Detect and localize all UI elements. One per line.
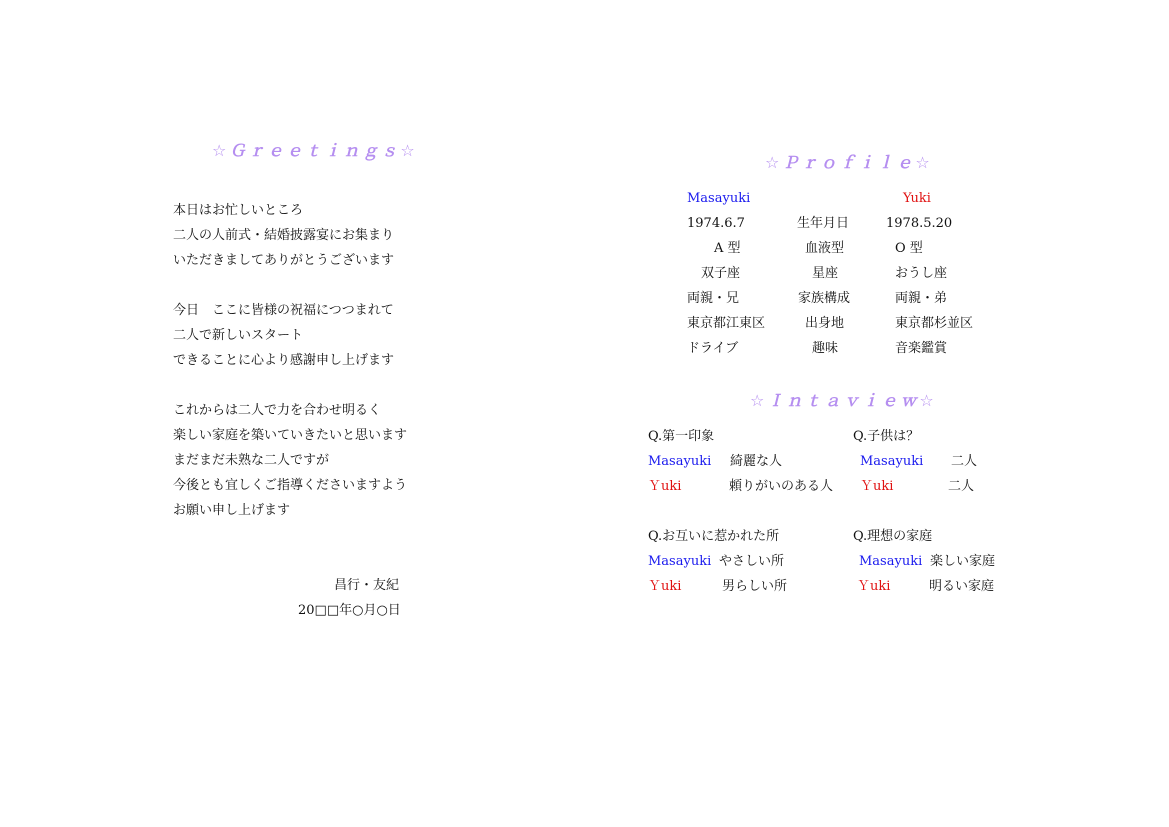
interview-groom-name: Masayuki — [859, 554, 923, 569]
profile-heading: ☆Ｐｒｏｆｉｌｅ☆ — [765, 153, 933, 172]
profile-row-label: 血液型 — [805, 241, 845, 256]
greeting-line: いただきましてありがとうございます — [173, 253, 395, 268]
profile-groom-name: Masayuki — [687, 191, 751, 206]
profile-row-label: 趣味 — [812, 341, 839, 356]
profile-row-label: 星座 — [812, 266, 839, 281]
profile-groom-value: ドライブ — [687, 341, 739, 356]
profile-row-label: 生年月日 — [797, 216, 850, 231]
interview-bride-answer: 二人 — [948, 479, 975, 494]
greeting-line: 楽しい家庭を築いていきたいと思います — [173, 428, 408, 443]
profile-groom-value: 東京都江東区 — [687, 316, 766, 331]
greetings-heading: ☆Ｇｒｅｅｔｉｎｇｓ☆ — [212, 141, 418, 160]
interview-groom-answer: やさしい所 — [719, 554, 785, 569]
interview-groom-answer: 綺麗な人 — [730, 454, 783, 469]
interview-question: Q.子供は？ — [853, 429, 920, 444]
profile-bride-value: 両親・弟 — [895, 291, 948, 306]
interview-bride-name: Ｙuki — [857, 579, 891, 594]
greeting-line: 今日 ここに皆様の祝福につつまれて — [173, 303, 394, 318]
interview-groom-answer: 二人 — [951, 454, 978, 469]
greeting-line: まだまだ未熟な二人ですが — [173, 453, 330, 468]
interview-bride-answer: 頼りがいのある人 — [729, 479, 834, 494]
interview-question: Q.お互いに惹かれた所 — [648, 529, 780, 544]
greeting-line: 二人で新しいスタート — [173, 328, 304, 343]
date: 20□□年○月○日 — [298, 603, 401, 618]
interview-bride-name: Ｙuki — [648, 579, 682, 594]
greeting-line: 二人の人前式・結婚披露宴にお集まり — [173, 228, 395, 243]
profile-bride-value: 1978.5.20 — [886, 216, 953, 231]
profile-bride-value: おうし座 — [895, 266, 948, 281]
interview-groom-answer: 楽しい家庭 — [930, 554, 996, 569]
interview-groom-name: Masayuki — [648, 554, 712, 569]
interview-question: Q.第一印象 — [648, 429, 715, 444]
signature: 昌行・友紀 — [334, 578, 400, 593]
interview-question: Q.理想の家庭 — [853, 529, 933, 544]
profile-bride-value: 音楽鑑賞 — [895, 341, 948, 356]
interview-groom-name: Masayuki — [860, 454, 924, 469]
greeting-line: 今後とも宜しくご指導くださいますよう — [173, 478, 408, 493]
greeting-line: これからは二人で力を合わせ明るく — [173, 403, 382, 418]
profile-groom-value: A 型 — [714, 241, 741, 256]
greeting-line: できることに心より感謝申し上げます — [173, 353, 395, 368]
greeting-line: お願い申し上げます — [173, 503, 291, 518]
greeting-line: 本日はお忙しいところ — [173, 203, 304, 218]
profile-bride-value: O 型 — [895, 241, 923, 256]
interview-groom-name: Masayuki — [648, 454, 712, 469]
profile-row-label: 家族構成 — [798, 291, 851, 306]
interview-heading: ☆Ｉｎｔａｖｉｅｗ☆ — [750, 391, 937, 410]
profile-row-label: 出身地 — [805, 316, 845, 331]
profile-groom-value: 両親・兄 — [687, 291, 740, 306]
interview-bride-name: Ｙuki — [648, 479, 682, 494]
profile-groom-value: 双子座 — [701, 266, 741, 281]
profile-bride-name: Yuki — [903, 191, 931, 206]
interview-bride-answer: 男らしい所 — [722, 579, 788, 594]
profile-groom-value: 1974.6.7 — [687, 216, 745, 231]
profile-bride-value: 東京都杉並区 — [895, 316, 974, 331]
interview-bride-answer: 明るい家庭 — [929, 579, 995, 594]
interview-bride-name: Ｙuki — [860, 479, 894, 494]
